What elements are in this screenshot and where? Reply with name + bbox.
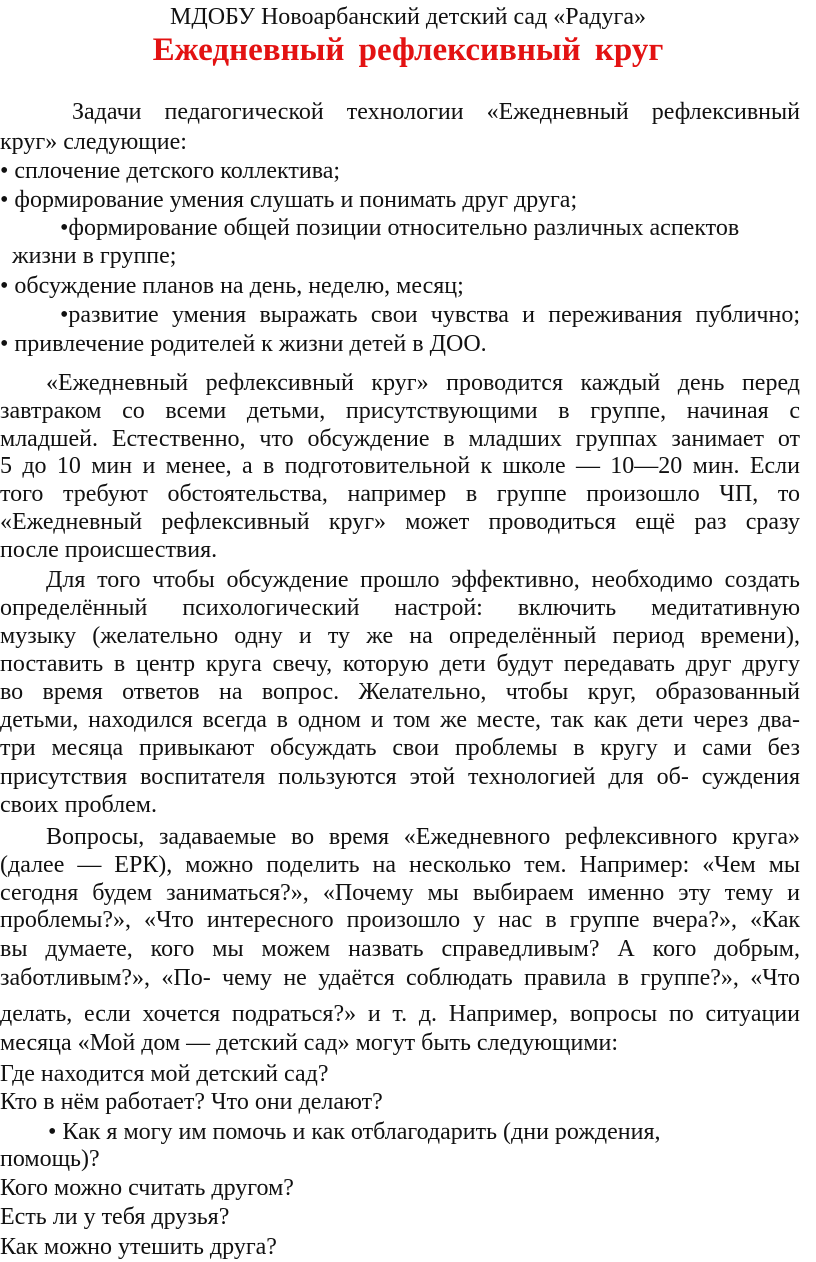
list-item: • Как я могу им помочь и как отблагодарить (дни рождения, <box>48 1119 661 1145</box>
text-line: жизни в группе; <box>12 243 177 269</box>
text-line: заботливым?», «По- чему не удаётся соблюдать правила в группе?», «Что <box>0 965 800 991</box>
text-line: завтраком со всеми детьми, присутствующими в группе, начиная с <box>0 398 800 424</box>
text-line: поставить в центр круга свечу, которую дети будут передавать друг другу <box>0 651 800 677</box>
text-line: Для того чтобы обсуждение прошло эффективно, необходимо создать <box>46 567 800 593</box>
list-item: •развитие умения выражать свои чувства и переживания публично; <box>60 302 800 328</box>
text-line: 5 до 10 мин и менее, а в подготовительной к школе — 10—20 мин. Если <box>0 453 800 479</box>
text-line: определённый психологический настрой: включить медитативную <box>0 595 800 621</box>
text-line: во время ответов на вопрос. Желательно, чтобы круг, образованный <box>0 679 800 705</box>
text-line: того требуют обстоятельства, например в группе произошло ЧП, то <box>0 481 800 507</box>
text-line: (далее — ЕРК), можно поделить на несколько тем. Например: «Чем мы <box>0 852 800 878</box>
text-line: младшей. Естественно, что обсуждение в младших группах занимает от <box>0 426 800 452</box>
text-line: Есть ли у тебя друзья? <box>0 1204 230 1230</box>
document-title: Ежедневный рефлексивный круг <box>152 32 664 68</box>
text-line: Кого можно считать другом? <box>0 1175 294 1201</box>
institution-name: МДОБУ Новоарбанский детский сад «Радуга» <box>170 4 646 30</box>
text-line: «Ежедневный рефлексивный круг» проводится каждый день перед <box>46 370 800 396</box>
text-line: «Ежедневный рефлексивный круг» может проводиться ещё раз сразу <box>0 509 800 535</box>
text-line: присутствия воспитателя пользуются этой технологией для об- суждения <box>0 764 800 790</box>
list-item: • формирование умения слушать и понимать друг друга; <box>0 187 578 213</box>
text-line: Задачи педагогической технологии «Ежедневный рефлексивный <box>72 99 800 125</box>
text-line: Как можно утешить друга? <box>0 1234 277 1260</box>
text-line: Где находится мой детский сад? <box>0 1061 329 1087</box>
text-line: музыку (желательно одну и ту же на определённый период времени), <box>0 623 800 649</box>
text-line: своих проблем. <box>0 792 157 818</box>
text-line: вы думаете, кого мы можем назвать справедливым? А кого добрым, <box>0 936 800 962</box>
text-line: после происшествия. <box>0 537 218 563</box>
text-line: круг» следующие: <box>0 129 187 155</box>
text-line: сегодня будем заниматься?», «Почему мы выбираем именно эту тему и <box>0 880 800 906</box>
list-item: • сплочение детского коллектива; <box>0 158 341 184</box>
text-line: месяца «Мой дом — детский сад» могут быть следующими: <box>0 1030 619 1056</box>
text-line: делать, если хочется подраться?» и т. д. Например, вопросы по ситуации <box>0 1001 800 1027</box>
list-item: •формирование общей позиции относительно различных аспектов <box>60 215 740 241</box>
text-line: Кто в нём работает? Что они делают? <box>0 1089 383 1115</box>
list-item: • привлечение родителей к жизни детей в ДОО. <box>0 331 487 357</box>
text-line: проблемы?», «Что интересного произошло у нас в группе вчера?», «Как <box>0 907 800 933</box>
text-line: помощь)? <box>0 1146 100 1172</box>
text-line: Вопросы, задаваемые во время «Ежедневного рефлексивного круга» <box>46 824 800 850</box>
text-line: детьми, находился всегда в одном и том же месте, так как дети через два- <box>0 707 800 733</box>
list-item: • обсуждение планов на день, неделю, месяц; <box>0 273 464 299</box>
text-line: три месяца привыкают обсуждать свои проблемы в кругу и сами без <box>0 735 800 761</box>
